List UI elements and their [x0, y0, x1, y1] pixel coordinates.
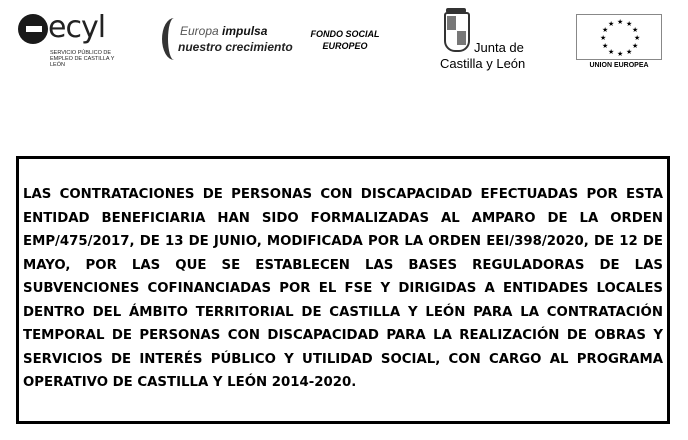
- ecyl-brand: ecyl: [48, 10, 106, 45]
- fse-line-2: EUROPEO: [322, 41, 368, 51]
- notice-box: [16, 156, 670, 424]
- notice-text: LAS CONTRATACIONES DE PERSONAS CON DISCAPACIDAD EFECTUADAS POR ESTA ENTIDAD BENEFICIARIA HAN SIDO FORMALIZADAS AL AMPARO DE LA ORDEN EMP/475/2017, DE 13 DE JUNIO, MODIFICADA POR LA ORDEN EEI/398/2020, DE 12 DE MAYO, POR LAS QUE SE ESTABLECEN LAS BASES REGULADORAS DE LAS SUBVENCIONES COFINANCIADAS POR EL FSE Y DIRIGIDAS A ENTIDADES LOCALES DENTRO DEL ÁMBITO TERRITORIAL DE CASTILLA Y LEÓN PARA LA CONTRATACIÓN TEMPORAL DE PERSONAS CON DISCAPACIDAD PARA LA REALIZACIÓN DE OBRAS Y SERVICIOS DE INTERÉS PÚBLICO Y UTILIDAD SOCIAL, CON CARGO AL PROGRAMA OPERATIVO DE CASTILLA Y LEÓN 2014-2020.: [23, 187, 663, 390]
- coat-of-arms-icon: [444, 12, 470, 52]
- ecyl-mark-icon: [18, 14, 48, 44]
- junta-line-2: Castilla y León: [440, 56, 526, 71]
- junta-castilla-leon-logo: [440, 12, 530, 72]
- fondo-social-europeo-label: [300, 28, 390, 52]
- eu-flag-icon: ★ ★ ★ ★ ★ ★ ★ ★ ★ ★ ★ ★: [576, 14, 662, 60]
- europa-word-2: impulsa: [222, 24, 268, 38]
- ecyl-logo: [18, 10, 118, 68]
- europa-line-1: [180, 24, 267, 38]
- eu-label: UNION EUROPEA: [589, 62, 649, 69]
- junta-line-1: Junta de: [474, 40, 524, 55]
- europa-word-1: Europa: [180, 24, 219, 38]
- europa-line-2: nuestro crecimiento: [178, 40, 293, 54]
- union-europea-logo: [576, 14, 662, 72]
- ecyl-subtitle: SERVICIO PÚBLICO DE EMPLEO DE CASTILLA Y LEÓN: [50, 50, 115, 68]
- fse-line-1: FONDO SOCIAL: [310, 29, 380, 39]
- europa-impulsa-logo: [160, 16, 293, 66]
